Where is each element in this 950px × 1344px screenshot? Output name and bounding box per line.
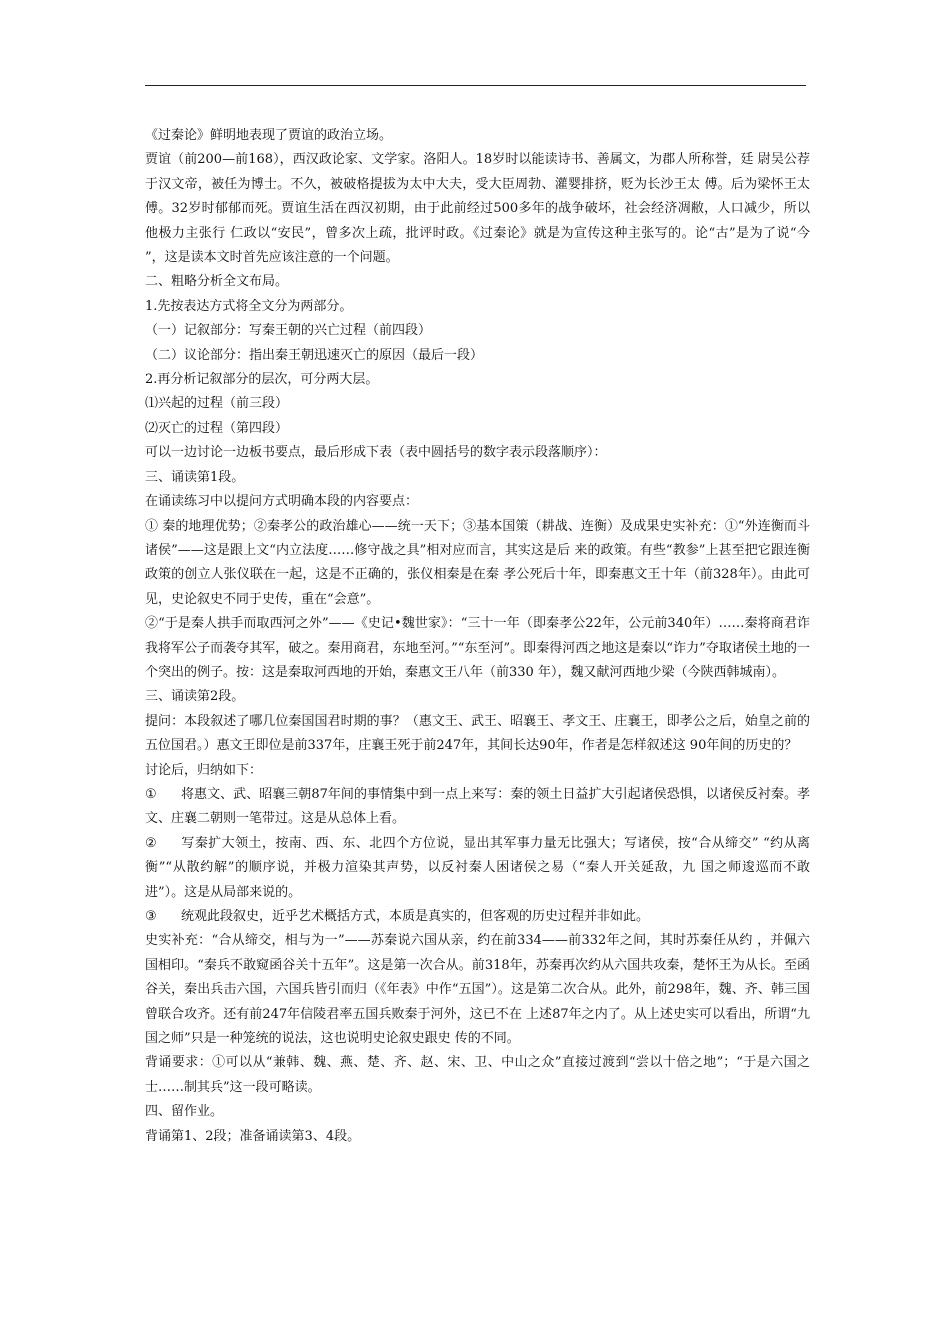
paragraph: 史实补充：“合从缔交，相与为一”——苏秦说六国从亲，约在前334——前332年之间，其时苏秦任从约 ，并佩六国相印。“秦兵不敢窥函谷关十五年”。这是第一次合从。前318年，苏秦再次约从六国共攻秦，楚怀王为从长。至函谷关，秦出兵击六国，六国兵皆引而归（《年表》中作“五国”）。这是第二次合从。此外，前298年，魏、齐、韩三国曾联合攻齐。还有前247年信陵君率五国兵败秦于河外，这已不在 上述87年之内了。从上述史实可以看出，所谓“九国之师”只是一种笼统的说法，这也说明史论叙史跟史 传的不同。 xyxy=(145,933,810,1047)
paragraph: 《过秦论》鲜明地表现了贾谊的政治立场。 xyxy=(145,128,393,143)
header-rule xyxy=(145,85,806,86)
paragraph: 可以一边讨论一边板书要点，最后形成下表（表中圆括号的数字表示段落顺序）： xyxy=(145,445,607,461)
list-marker: ③ xyxy=(145,909,157,924)
paragraph: 讨论后，归纳如下： xyxy=(145,762,263,778)
paragraph: （二）议论部分：指出秦王朝迅速灭亡的原因（最后一段） xyxy=(145,347,484,363)
paragraph: （一）记叙部分：写秦王朝的兴亡过程（前四段） xyxy=(145,323,432,339)
list-item-text: 统观此段叙史，近乎艺术概括方式，本质是真实的，但客观的历史过程并非如此。 xyxy=(181,909,650,924)
list-item xyxy=(145,783,810,832)
paragraph: ① 秦的地理优势；②秦孝公的政治雄心——统一天下；③基本国策（耕战、连衡）及成果史实补充：①“外连衡而斗诸侯”——这是跟上文“内立法度……修守战之具”相对应而言，其实这是后 来的政策。有些“教参”上甚至把它跟连衡政策的创立人张仪联在一起，这是不正确的，张仪相秦是在秦 孝公死后十年，即秦惠文王十年（前328年）。由此可见，史论叙史不同于史传，重在“会意”。 xyxy=(145,518,810,607)
section-heading: 四、留作业。 xyxy=(145,1104,224,1120)
paragraph: ⑵灭亡的过程（第四段） xyxy=(145,420,289,436)
paragraph: ⑴兴起的过程（前三段） xyxy=(145,396,289,412)
section-heading: 三、诵读第2段。 xyxy=(145,689,245,705)
list-marker: ② xyxy=(145,835,157,851)
paragraph: 在诵读练习中以提问方式明确本段的内容要点： xyxy=(145,494,419,510)
section-heading: 二、粗略分析全文布局。 xyxy=(145,274,289,290)
paragraph: 背诵要求：①可以从“兼韩、魏、燕、楚、齐、赵、宋、卫、中山之众”直接过渡到“尝以十倍之地”；“于是六国之士……制其兵”这一段可略读。 xyxy=(145,1055,810,1095)
list-item xyxy=(145,832,810,905)
paragraph: 2.再分析记叙部分的层次，可分两大层。 xyxy=(145,372,379,388)
list-item-text: 写秦扩大领土，按南、西、东、北四个方位说，显出其军事力量无比强大；写诸侯，按“合从缔交” “约从离衡”“从散约解”的顺序说，并极力渲染其声势，以反衬秦人困诸侯之易（“秦人开关延敌，九 国之师逡巡而不敢进”）。这是从局部来说的。 xyxy=(145,835,810,900)
list-marker: ① xyxy=(145,786,157,802)
paragraph: 提问：本段叙述了哪几位秦国国君时期的事？（惠文王、武王、昭襄王、孝文王、庄襄王，即孝公之后，始皇之前的五位国君。）惠文王即位是前337年，庄襄王死于前247年，其间长达90年，作者是怎样叙述这 90年间的历史的？ xyxy=(145,713,810,754)
paragraph: 背诵第1、2段；准备诵读第3、4段。 xyxy=(145,1128,361,1144)
paragraph: 贾谊（前200—前168），西汉政论家、文学家。洛阳人。18岁时以能读诗书、善属文，为郡人所称誉，廷 尉吴公荐于汉文帝，被任为博士。不久，被破格提拔为太中大夫，受大臣周勃、灌婴排挤，贬为长沙王太 傅。后为梁怀王太傅。32岁时郁郁而死。贾谊生活在西汉初期，由于此前经过500多年的战争破坏，社会经济凋敝，人口减少，所以他极力主张行 仁政以“安民”，曾多次上疏，批评时政。《过秦论》就是为宣传这种主张写的。论“古”是为了说“今 ”，这是读本文时首先应该注意的一个问题。 xyxy=(145,152,810,266)
list-item-text: 将惠文、武、昭襄三朝87年间的事情集中到一点上来写：秦的领土日益扩大引起诸侯恐惧，以诸侯反衬秦。孝文、庄襄二朝则一笔带过。这是从总体上看。 xyxy=(145,786,810,827)
list-item xyxy=(145,905,810,929)
section-heading: 三、诵读第1段。 xyxy=(145,469,245,485)
paragraph: ②“于是秦人拱手而取西河之外”——《史记•魏世家》：“三十一年（即秦孝公22年，公元前340年）……秦将商君诈我将军公子而袭夺其军，破之。秦用商君，东地至河。”“东至河”。即秦得河西之地这是秦以“诈力”夺取诸侯土地的一个突出的例子。按：这是秦取河西地的开始，秦惠文王八年（前330 年），魏又献河西地少梁（今陕西韩城南）。 xyxy=(145,616,810,680)
paragraph: 1.先按表达方式将全文分为两部分。 xyxy=(145,298,353,314)
document-body xyxy=(145,124,810,1149)
